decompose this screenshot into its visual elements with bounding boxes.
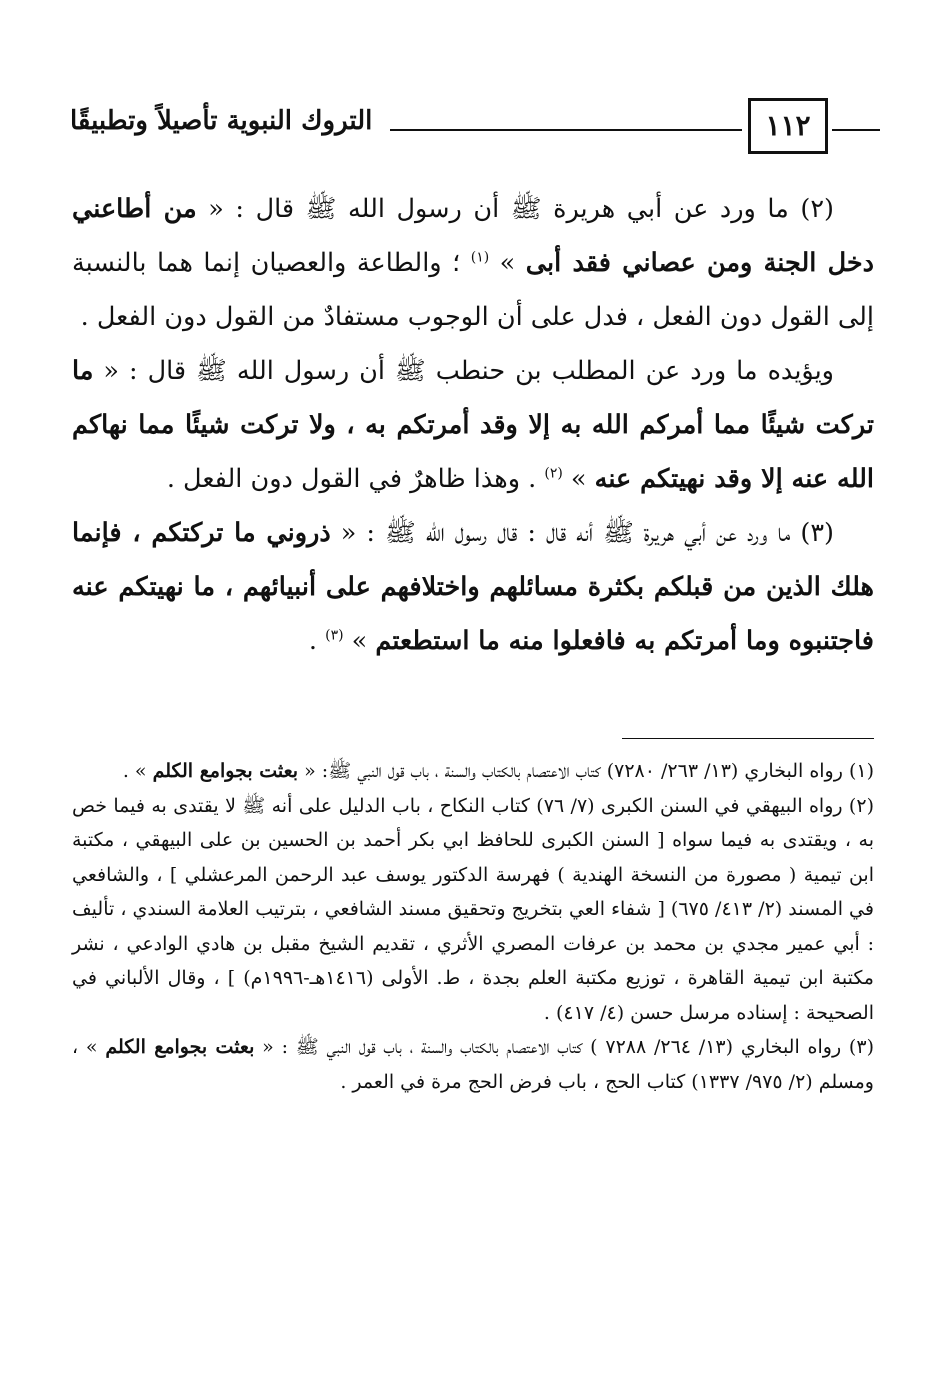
text: » ، ومسلم (٢/ ٩٧٥/ ١٣٣٧) كتاب الحج ، باب فرض الحج مرة في العمر . — [72, 1036, 874, 1093]
footnote-1 — [72, 754, 874, 789]
main-text — [72, 182, 874, 668]
header-rule-left — [390, 129, 742, 131]
quote: بعثت بجوامع الكلم — [152, 760, 299, 782]
text: » . — [122, 760, 153, 782]
text: . وهذا ظاهرٌ في القول دون الفعل . — [166, 464, 545, 494]
paragraph-2 — [72, 344, 874, 506]
footnotes — [72, 754, 874, 1099]
text: . — [308, 626, 326, 656]
text: ؛ والطاعة والعصيان إنما هما بالنسبة إلى القول دون الفعل ، فدل على أن الوجوب مستفادٌ من القول دون الفعل . — [72, 248, 874, 332]
hadith-quote: ذروني ما تركتكم ، فإنما هلك الذين من قبلكم بكثرة مسائلهم واختلافهم على أنبيائهم ، ما نهيتكم عنه فاجتنبوه وما أمرتكم به فافعلوا منه ما استطعتم — [72, 518, 874, 656]
text: (٣) رواه البخاري (١٣/ ٢٦٤/ ٧٢٨٨ ) كتاب الاعتصام بالكتاب والسنة ، باب قول النبي ﷺ : « — [254, 1036, 874, 1058]
quote: بعثت بجوامع الكلم — [105, 1036, 255, 1058]
text: (٢) ما ورد عن أبي هريرة ﷺ أن رسول الله ﷺ قال : « — [196, 194, 834, 224]
text: » — [562, 464, 595, 494]
footnote-ref-1: (١) — [470, 249, 490, 266]
page-header — [60, 92, 880, 162]
paragraph-1 — [72, 182, 874, 344]
text: » — [343, 626, 376, 656]
header-rule-right — [832, 129, 880, 131]
hadith-quote: ما تركت شيئًا مما أمركم الله به إلا وقد أمرتكم به ، ولا تركت شيئًا مما نهاكم الله عنه إلا وقد نهيتكم عنه — [72, 356, 874, 494]
paragraph-3 — [72, 506, 874, 668]
footnote-ref-3: (٣) — [325, 627, 344, 644]
footnote-2: (٢) رواه البيهقي في السنن الكبرى (٧/ ٧٦) كتاب النكاح ، باب الدليل على أنه ﷺ لا يقتدى به فيما خص به ، ويقتدى به فيما سواه [ السنن الكبرى للحافظ ابي بكر أحمد بن الحسين بن على البيهقي ، مكتبة ابن تيمية ( مصورة من النسخة الهندية ) فهرسة الدكتور يوسف عبد الرحمن المرعشلي ] ، والشافعي في المسند (٢/ ٤١٣/ ٦٧٥) [ شفاء العي بتخريج وتحقيق مسند الشافعي ، بترتيب العلامة السندي ، تأليف : أبي عمير مجدي بن محمد بن عرفات المصري الأثري ، تقديم الشيخ مقبل بن هادي الوادعي ، نشر مكتبة ابن تيمية القاهرة ، توزيع مكتبة العلم بجدة ، ط. الأولى (١٤١٦هـ-١٩٩٦م) ] ، وقال الألباني في الصحيحة : إسناده مرسل حسن (٤/ ٤١٧) . — [72, 794, 874, 1024]
text: » — [489, 248, 526, 278]
running-title: التروك النبوية تأصيلاً وتطبيقًا — [70, 106, 373, 136]
footnote-3 — [72, 1030, 874, 1099]
page-number: ١١٢ — [748, 98, 828, 154]
footnote-ref-2: (٢) — [544, 465, 563, 482]
text: (١) رواه البخاري (١٣/ ٢٦٣/ ٧٢٨٠) كتاب الاعتصام بالكتاب والسنة ، باب قول النبي ﷺ: « — [298, 760, 874, 782]
hadith-quote: من أطاعني دخل الجنة ومن عصاني فقد أبى — [72, 194, 874, 278]
footnote-separator — [622, 738, 874, 739]
text: ويؤيده ما ورد عن المطلب بن حنطب ﷺ أن رسول الله ﷺ قال : « — [93, 356, 834, 386]
text: (٣) ما ورد عن أبي هريرة ﷺ أنه قال : قال رسول الله ﷺ : « — [330, 518, 834, 548]
